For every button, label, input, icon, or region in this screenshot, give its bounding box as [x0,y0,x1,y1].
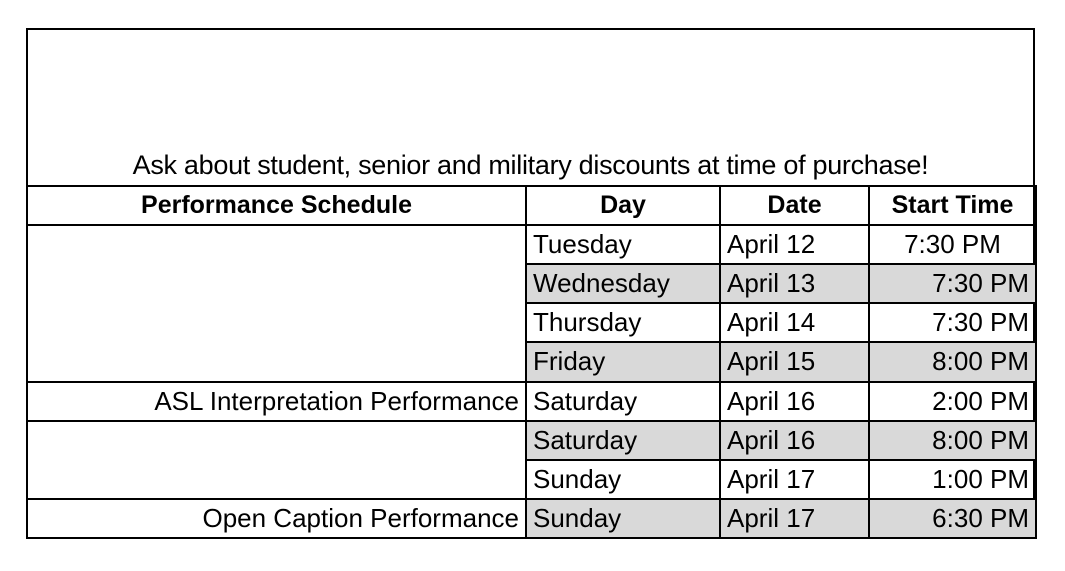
performance-schedule-table [26,185,1037,539]
start-time-cell: 8:00 PM [869,421,1036,460]
day-cell: Tuesday [526,225,720,264]
performance-note-empty [27,225,526,381]
day-cell: Wednesday [526,264,720,303]
start-time-cell: 7:30 PM [869,264,1036,303]
date-cell: April 17 [720,460,869,499]
open-caption-performance-note: Open Caption Performance [27,499,526,538]
date-cell: April 14 [720,303,869,342]
table-row [27,421,1036,460]
header-start-time: Start Time [869,186,1036,225]
day-cell: Saturday [526,382,720,421]
table-row [27,499,1036,538]
date-cell: April 12 [720,225,869,264]
day-cell: Thursday [526,303,720,342]
asl-performance-note: ASL Interpretation Performance [27,382,526,421]
day-cell: Saturday [526,421,720,460]
day-cell: Sunday [526,460,720,499]
date-cell: April 13 [720,264,869,303]
start-time-cell: 6:30 PM [869,499,1036,538]
start-time-cell: 7:30 PM [869,303,1036,342]
day-cell: Sunday [526,499,720,538]
table-header-row [27,186,1036,225]
header-date: Date [720,186,869,225]
date-cell: April 16 [720,421,869,460]
date-cell: April 17 [720,499,869,538]
start-time-cell: 2:00 PM [869,382,1036,421]
day-cell: Friday [526,342,720,381]
table-row [27,382,1036,421]
start-time-cell: 8:00 PM [869,342,1036,381]
discount-notice: Ask about student, senior and military discounts at time of purchase! [132,150,929,180]
header-day: Day [526,186,720,225]
date-cell: April 16 [720,382,869,421]
table-row [27,225,1036,264]
date-cell: April 15 [720,342,869,381]
performance-note-empty [27,421,526,499]
start-time-cell: 1:00 PM [869,460,1036,499]
header-performance-schedule: Performance Schedule [27,186,526,225]
start-time-cell: 7:30 PM [869,225,1036,264]
